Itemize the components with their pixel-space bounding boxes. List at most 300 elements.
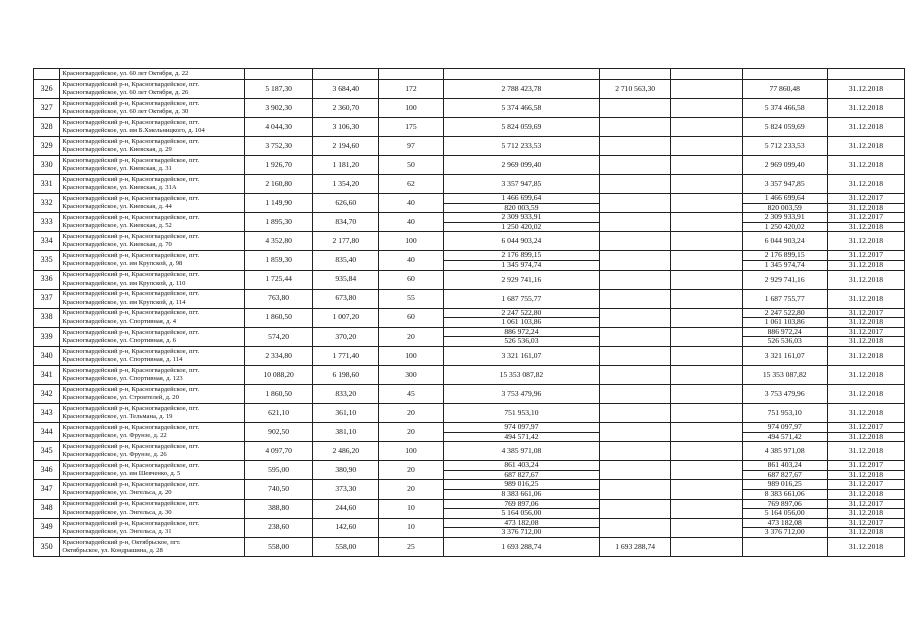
row-number: 349 [34,518,60,537]
own-funds-value: 989 016,25 [767,479,802,489]
deadline [827,270,904,289]
deadline [827,118,904,137]
total-cost [443,137,599,156]
row-number: 326 [34,80,60,99]
address-line-1: Красногвардейский р-н, Красногвардейское, пгт. [62,194,200,202]
deadline-value: 31.12.2018 [828,336,904,346]
total-area: 1 725,44 [244,270,313,289]
deadline-value: 31.12.2017 [848,193,883,202]
table-row [34,461,905,480]
own-funds-value: 494 571,42 [743,432,827,442]
deadline [827,80,904,99]
deadline [827,480,904,499]
other-cost [671,251,742,270]
address-line-2: Красногвардейское, ул. Энгельса, д. 31 [62,527,172,535]
living-area: 833,20 [313,384,379,403]
deadline-value: 31.12.2018 [828,317,904,327]
other-cost [671,232,742,251]
residents-count: 60 [379,270,444,289]
living-area: 2 486,20 [313,442,379,461]
address-cell [60,327,244,346]
row-number: 347 [34,480,60,499]
total-cost-value: 526 536,03 [444,336,599,346]
own-funds-value: 886 972,24 [767,327,802,336]
deadline [827,175,904,194]
own-funds [742,270,827,289]
address-line-1: Красногвардейский р-н, Красногвардейское, пгт. [62,423,200,431]
row-number: 350 [34,537,60,556]
total-cost-value: 820 003,59 [444,203,599,213]
total-area: 1 149,90 [244,194,313,213]
address-line-1: Красногвардейский р-н, Красногвардейское, пгт. [62,500,200,508]
row-number: 335 [34,251,60,270]
own-funds [742,327,827,346]
total-cost [443,251,599,270]
residents-count: 172 [379,80,444,99]
deadline [827,499,904,518]
deadline-value: 31.12.2018 [848,350,883,360]
living-area: 6 198,60 [313,365,379,384]
total-area: 621,10 [244,403,313,422]
register-table [33,68,905,557]
total-cost-value: 751 953,10 [504,407,539,417]
own-funds-value: 3 321 161,07 [764,350,805,360]
total-area: 10 088,20 [244,365,313,384]
total-cost-value: 6 044 903,24 [501,236,542,246]
address-line-2: Красногвардейское, ул. Фрунзе, д. 22 [62,432,167,440]
address-line-1: Красногвардейский р-н, Красногвардейское, пгт. [62,252,200,260]
deadline-value: 31.12.2018 [848,293,883,303]
residents-count: 20 [379,327,444,346]
total-cost-value: 886 972,24 [504,327,539,336]
fund-cost [600,156,671,175]
address-line-1: Красногвардейский р-н, Красногвардейское, пгт. [62,156,200,164]
own-funds-value: 1 345 974,74 [743,260,827,270]
address-cell [60,308,244,327]
fund-cost [600,480,671,499]
table-row [34,137,905,156]
address-line-2: Красногвардейское, ул. Энгельса, д. 30 [62,508,172,516]
address-cell: Красногвардейское, ул. 60 лет Октября, д. 22 [60,69,244,80]
address-cell [60,365,244,384]
total-cost-value: 2 929 741,16 [501,274,542,284]
address-cell [60,175,244,194]
address-line-1: Красногвардейский р-н, Красногвардейское, пгт. [62,347,200,355]
table-row [34,346,905,365]
total-cost-value: 8 383 661,06 [444,489,599,499]
deadline-value: 31.12.2017 [848,499,883,508]
deadline [827,194,904,213]
other-cost [671,137,742,156]
other-cost [671,403,742,422]
address-cell [60,156,244,175]
total-area: 2 334,80 [244,346,313,365]
other-cost [671,346,742,365]
other-cost [671,442,742,461]
deadline-value: 31.12.2017 [848,212,883,222]
other-cost [671,518,742,537]
address-line-2: Красногвардейское, ул. 60 лет Октября, д. 30 [62,108,189,115]
own-funds [742,99,827,118]
deadline-value: 31.12.2018 [848,407,883,417]
residents-count: 100 [379,442,444,461]
deadline-value: 31.12.2018 [828,222,904,232]
own-funds [742,480,827,499]
table-row [34,442,905,461]
deadline-value: 31.12.2018 [828,203,904,213]
own-funds-value: 2 969 099,40 [764,160,805,169]
other-cost [671,118,742,137]
total-area: 1 895,30 [244,213,313,232]
deadline [827,137,904,156]
address-line-2: Красногвардейское, ул. Спортивная, д. 4 [62,317,177,325]
fund-cost [600,422,671,441]
living-area: 626,60 [313,194,379,213]
deadline-value: 31.12.2018 [848,541,883,551]
row-number: 333 [34,213,60,232]
total-cost [443,422,599,441]
own-funds [742,442,827,461]
address-cell [60,537,244,556]
other-cost [671,384,742,403]
total-area: 4 044,30 [244,118,313,137]
total-cost-value: 769 897,06 [504,499,539,508]
fund-cost [600,118,671,137]
row-number: 331 [34,175,60,194]
own-funds-value: 2 176 899,15 [764,250,805,260]
other-cost [671,175,742,194]
living-area: 834,70 [313,213,379,232]
deadline-value: 31.12.2018 [828,508,904,518]
own-funds [742,289,827,308]
own-funds [742,175,827,194]
address-cell [60,289,244,308]
own-funds-value: 2 929 741,16 [764,274,805,284]
address-line-2: Красногвардейское, ул. Киевская, д. 31 [62,165,172,172]
address-line-1: Красногвардейский р-н, Красногвардейское, пгт. [62,309,200,317]
row-number: 348 [34,499,60,518]
table-row [34,80,905,99]
total-area: 4 352,80 [244,232,313,251]
address-line-1: Красногвардейский р-н, Красногвардейское, пгт. [62,481,200,489]
address-line-1: Красногвардейский р-н, Октябрьское, пгт. [62,538,181,546]
total-cost [443,308,599,327]
deadline-value: 31.12.2018 [848,179,883,188]
address-line-2: Красногвардейское, ул. Тельмана, д. 19 [62,412,173,420]
address-line-2: Красногвардейское, ул. Спортивная, д. 123 [62,374,183,382]
other-cost [671,308,742,327]
total-area: 595,00 [244,461,313,480]
residents-count: 100 [379,232,444,251]
own-funds-value: 974 097,97 [767,422,802,431]
address-line-2: Красногвардейское, ул. им Б.Хмельницкого, д. 104 [62,127,205,134]
living-area: 2 177,80 [313,232,379,251]
address-line-2: Красногвардейское, ул. Строителей, д. 20 [62,393,179,401]
row-number: 338 [34,308,60,327]
total-area: 5 187,30 [244,80,313,99]
residents-count: 100 [379,99,444,118]
own-funds-value: 1 466 699,64 [764,193,805,202]
own-funds-value: 5 164 056,00 [743,508,827,518]
table-row [34,270,905,289]
total-cost [443,499,599,518]
total-cost [443,175,599,194]
fund-cost [600,213,671,232]
own-funds [742,346,827,365]
other-cost [671,270,742,289]
total-area: 2 160,80 [244,175,313,194]
total-area: 3 752,30 [244,137,313,156]
address-cell [60,518,244,537]
total-cost [443,518,599,537]
other-cost [671,327,742,346]
total-cost-value: 2 309 933,91 [501,212,542,222]
total-cost-value: 4 385 971,08 [501,446,542,456]
residents-count: 40 [379,213,444,232]
deadline-value: 31.12.2018 [848,160,883,169]
other-cost [671,480,742,499]
total-cost [443,461,599,480]
own-funds-value: 5 824 059,69 [764,122,805,131]
own-funds [742,422,827,441]
address-cell [60,461,244,480]
residents-count: 20 [379,480,444,499]
living-area: 381,10 [313,422,379,441]
fund-cost [600,499,671,518]
total-cost-value: 989 016,25 [504,479,539,489]
row-number: 329 [34,137,60,156]
deadline-value: 31.12.2018 [828,527,904,537]
row-number: 342 [34,384,60,403]
own-funds-value: 1 061 103,86 [743,317,827,327]
address-line-1: Красногвардейский р-н, Красногвардейское, пгт. [62,118,200,126]
address-line-1: Красногвардейский р-н, Красногвардейское, пгт. [62,271,200,279]
total-cost-value: 3 753 479,96 [501,388,542,398]
total-cost-value: 861 403,24 [504,460,539,470]
total-cost-value: 3 357 947,85 [501,179,542,188]
total-area: 902,50 [244,422,313,441]
fund-cost [600,137,671,156]
address-line-2: Красногвардейское, ул. им Крупской, д. 114 [62,298,186,306]
address-cell [60,422,244,441]
total-cost-value: 2 176 899,15 [501,250,542,260]
total-cost-value: 3 321 161,07 [501,350,542,360]
own-funds-value: 3 753 479,96 [764,388,805,398]
own-funds-value: 8 383 661,06 [743,489,827,499]
total-cost-value: 3 376 712,00 [444,527,599,537]
residents-count: 100 [379,346,444,365]
address-line-1: Красногвардейский р-н, Красногвардейское, пгт. [62,442,200,450]
row-number: 341 [34,365,60,384]
total-cost-value: 5 374 466,58 [501,103,542,112]
own-funds-value: 1 250 420,02 [743,222,827,232]
living-area: 3 684,40 [313,80,379,99]
total-cost-value: 473 182,08 [504,518,539,527]
living-area: 380,90 [313,461,379,480]
own-funds [742,308,827,327]
address-cell [60,480,244,499]
deadline-value: 31.12.2017 [848,250,883,260]
address-line-1: Красногвардейский р-н, Красногвардейское, пгт. [62,385,200,393]
living-area: 373,30 [313,480,379,499]
deadline-value: 31.12.2018 [848,84,883,93]
total-cost [443,403,599,422]
address-cell [60,80,244,99]
total-cost-value: 2 247 522,80 [501,308,542,317]
residents-count: 62 [379,175,444,194]
total-cost-value: 5 824 059,69 [501,122,542,131]
living-area: 1 181,20 [313,156,379,175]
living-area: 2 360,70 [313,99,379,118]
table-row [34,289,905,308]
living-area: 361,10 [313,403,379,422]
address-cell [60,384,244,403]
own-funds [742,537,827,556]
address-line-2: Красногвардейское, ул. Киевская, д. 31А [62,184,177,191]
own-funds [742,461,827,480]
total-cost-value: 1 250 420,02 [444,222,599,232]
residents-count: 175 [379,118,444,137]
fund-cost [600,194,671,213]
row-number: 334 [34,232,60,251]
address-cell [60,194,244,213]
address-cell [60,499,244,518]
total-cost-value: 2 788 423,78 [501,84,542,93]
residents-count: 40 [379,194,444,213]
total-cost-value: 2 969 099,40 [501,160,542,169]
address-line-1: Красногвардейский р-н, Красногвардейское, пгт. [62,137,200,145]
total-area: 1 860,50 [244,308,313,327]
deadline-value: 31.12.2018 [828,260,904,270]
deadline-value: 31.12.2018 [828,470,904,480]
total-cost [443,537,599,556]
residents-count: 25 [379,537,444,556]
row-number: 337 [34,289,60,308]
table-row [34,232,905,251]
deadline [827,518,904,537]
deadline [827,99,904,118]
other-cost [671,537,742,556]
deadline [827,232,904,251]
address-line-2: Красногвардейское, ул. им Шевченко, д. 5 [62,470,181,478]
own-funds-value: 4 385 971,08 [764,446,805,456]
total-cost-value: 1 466 699,64 [501,193,542,202]
total-cost-value: 974 097,97 [504,422,539,431]
total-cost [443,346,599,365]
address-cell [60,118,244,137]
row-number: 336 [34,270,60,289]
residents-count: 60 [379,308,444,327]
deadline [827,537,904,556]
table-row [34,537,905,556]
fund-cost [600,518,671,537]
total-cost [443,442,599,461]
living-area: 370,20 [313,327,379,346]
address-line-2: Октябрьское, ул. Кондрашина, д. 28 [62,546,163,554]
residents-count: 40 [379,251,444,270]
address-line-2: Красногвардейское, ул. Киевская, д. 52 [62,222,172,230]
own-funds-value: 820 003,59 [743,203,827,213]
own-funds [742,80,827,99]
row-number: 339 [34,327,60,346]
deadline [827,442,904,461]
deadline-value: 31.12.2018 [848,446,883,456]
fund-cost [600,365,671,384]
residents-count: 300 [379,365,444,384]
deadline [827,346,904,365]
own-funds-value: 5 712 233,53 [764,141,805,150]
residents-count: 10 [379,499,444,518]
deadline [827,289,904,308]
address-line-2: Красногвардейское, ул. Спортивная, д. 114 [62,355,183,363]
total-area: 1 860,50 [244,384,313,403]
own-funds-value: 77 860,48 [769,84,800,93]
fund-cost [600,175,671,194]
total-cost-value: 1 687 755,77 [501,293,542,303]
deadline [827,213,904,232]
total-cost [443,289,599,308]
own-funds-value: 2 247 522,80 [764,308,805,317]
total-cost-value: 5 164 056,00 [444,508,599,518]
deadline-value: 31.12.2018 [828,432,904,442]
residents-count: 55 [379,289,444,308]
deadline-value: 31.12.2018 [848,369,883,379]
own-funds-value: 3 376 712,00 [743,527,827,537]
total-cost [443,156,599,175]
row-number: 330 [34,156,60,175]
own-funds [742,194,827,213]
deadline-value: 31.12.2017 [848,479,883,489]
own-funds [742,251,827,270]
total-cost [443,270,599,289]
residents-count: 50 [379,156,444,175]
residents-count: 10 [379,518,444,537]
fund-cost [600,251,671,270]
deadline [827,308,904,327]
living-area: 142,60 [313,518,379,537]
living-area: 673,80 [313,289,379,308]
deadline-value: 31.12.2017 [848,460,883,470]
address-line-1: Красногвардейский р-н, Красногвардейское, пгт. [62,462,200,470]
address-line-1: Красногвардейский р-н, Красногвардейское, пгт. [62,404,200,412]
fund-cost [600,384,671,403]
total-cost [443,384,599,403]
row-number: 344 [34,422,60,441]
deadline-value: 31.12.2017 [848,308,883,317]
other-cost [671,422,742,441]
other-cost [671,156,742,175]
living-area: 3 106,30 [313,118,379,137]
address-line-1: Красногвардейский р-н, Красногвардейское, пгт. [62,290,200,298]
total-cost [443,80,599,99]
total-area: 388,80 [244,499,313,518]
table-row [34,384,905,403]
other-cost [671,194,742,213]
table-row [34,403,905,422]
total-cost [443,118,599,137]
other-cost [671,99,742,118]
row-number: 340 [34,346,60,365]
fund-cost [600,289,671,308]
residents-count: 20 [379,403,444,422]
own-funds [742,365,827,384]
total-cost [443,213,599,232]
total-cost [443,480,599,499]
table-row [34,480,905,499]
deadline-value: 31.12.2018 [848,103,883,112]
own-funds-value: 751 953,10 [767,407,802,417]
table-row [34,499,905,518]
